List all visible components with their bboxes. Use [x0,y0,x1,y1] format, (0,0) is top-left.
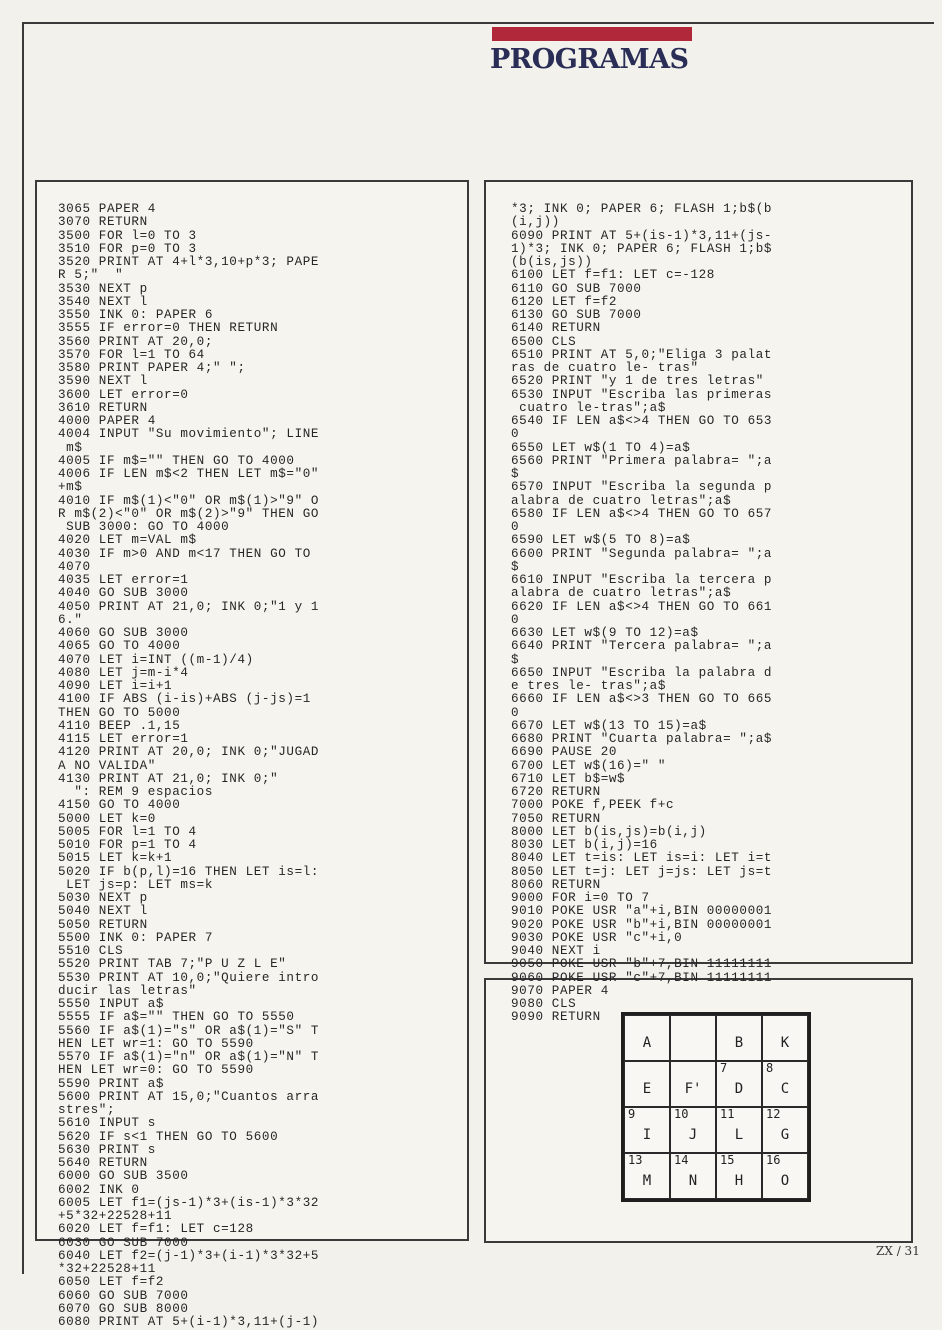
cell-letter: C [780,1081,790,1097]
code-line: 4006 IF LEN m$<2 THEN LET m$="0" [58,467,320,481]
code-line: +5*32+22528+11 [58,1209,173,1223]
code-line: 3540 NEXT l [58,294,148,309]
cell-letter: F' [684,1081,702,1097]
code-line: 4020 LET m=VAL m$ [58,533,197,548]
code-line: cuatro le-tras";a$ [511,400,666,415]
cell-letter: M [642,1173,652,1189]
code-line: 6570 INPUT "Escriba la segunda p [511,480,773,495]
code-line: SUB 3000: GO TO 4000 [58,520,230,534]
code-line: 5015 LET k=k+1 [58,851,173,866]
code-line: 3070 RETURN [58,215,148,230]
cell-number: 13 [628,1153,643,1167]
code-line: 9070 PAPER 4 [511,983,609,998]
code-line: 3520 PRINT AT 4+l*3,10+p*3; PAPE [58,255,320,269]
code-line: 6680 PRINT "Cuarta palabra= ";a$ [511,732,773,746]
cell-number: 14 [674,1153,689,1167]
code-line: 6590 LET w$(5 TO 8)=a$ [511,533,691,548]
code-line: 6002 INK 0 [58,1182,140,1197]
code-line: 5630 PRINT s [58,1142,156,1157]
code-line: 0 [511,427,520,442]
code-line: HEN LET wr=0: GO TO 5590 [58,1063,254,1078]
code-line: 5000 LET k=0 [58,811,156,826]
section-title: PROGRAMAS [490,44,689,75]
code-line: 6600 PRINT "Segunda palabra= ";a [511,546,773,561]
code-line: 6690 PAUSE 20 [511,745,618,760]
code-line: 4120 PRINT AT 20,0; INK 0;"JUGAD [58,745,320,760]
cell-letter: J [688,1127,698,1143]
code-line: 0 [511,705,520,720]
code-line: 5620 IF s<1 THEN GO TO 5600 [58,1129,279,1144]
code-line: ras de cuatro le- tras" [511,361,699,375]
code-line: HEN LET wr=1: GO TO 5590 [58,1036,254,1051]
code-line: 6630 LET w$(9 TO 12)=a$ [511,626,699,640]
code-line: 6510 PRINT AT 5,0;"Eliga 3 palat [511,347,773,362]
code-line: *3; INK 0; PAPER 6; FLASH 1;b$(b [511,202,773,216]
code-listing-left [58,203,319,1329]
code-line: THEN GO TO 5000 [58,705,181,720]
cell-letter: K [780,1035,790,1051]
code-line: 3510 FOR p=0 TO 3 [58,241,197,256]
code-line: 6130 GO SUB 7000 [511,308,642,322]
code-line: 4150 GO TO 4000 [58,798,181,813]
board-cell [670,1107,716,1153]
code-line: $ [511,559,520,574]
code-line: 4115 LET error=1 [58,732,189,746]
cell-letter: L [734,1127,744,1143]
code-line: (b(is,js)) [511,255,593,269]
code-line: 6080 PRINT AT 5+(i-1)*3,11+(j-1) [58,1315,320,1329]
board-cell [716,1015,762,1061]
code-line: 4070 [58,559,91,574]
code-line: 5510 CLS [58,944,124,958]
code-line: 6610 INPUT "Escriba la tercera p [511,573,773,587]
code-line: (i,j)) [511,215,560,230]
cell-number: 15 [720,1153,735,1167]
code-line: 9030 POKE USR "c"+i,0 [511,930,683,945]
code-line: 3560 PRINT AT 20,0; [58,334,213,349]
cell-letter: A [642,1035,652,1051]
code-line: 4035 LET error=1 [58,573,189,587]
code-line: 6660 IF LEN a$<>3 THEN GO TO 665 [511,692,773,707]
code-line: 3500 FOR l=0 TO 3 [58,228,197,243]
code-line: 4000 PAPER 4 [58,414,156,428]
code-line: 6100 LET f=f1: LET c=-128 [511,268,715,283]
cell-number: 9 [628,1107,636,1121]
code-line: 7050 RETURN [511,811,601,826]
cell-number: 11 [720,1107,735,1121]
code-line: +m$ [58,480,83,495]
cell-letter: B [734,1035,744,1051]
code-line: 4004 INPUT "Su movimiento"; LINE [58,427,320,442]
board-cell [716,1107,762,1153]
board-cell [624,1061,670,1107]
cell-letter: O [780,1173,790,1189]
code-line: 6." [58,612,83,627]
code-line: 4010 IF m$(1)<"0" OR m$(1)>"9" O [58,493,320,508]
board-cell [762,1107,808,1153]
code-line: 5010 FOR p=1 TO 4 [58,838,197,852]
code-line: 5570 IF a$(1)="n" OR a$(1)="N" T [58,1050,320,1064]
code-line: 6120 LET f=f2 [511,294,618,309]
code-listing-right [511,203,772,1025]
board-cell [624,1107,670,1153]
cell-letter: N [688,1173,698,1189]
code-line: 6500 CLS [511,334,577,349]
code-line: 9090 RETURN [511,1010,601,1025]
code-line: 5005 FOR l=1 TO 4 [58,824,197,839]
code-line: 5555 IF a$="" THEN GO TO 5550 [58,1010,295,1025]
code-line: 4065 GO TO 4000 [58,639,181,654]
board-cell [716,1061,762,1107]
page-number: ZX / 31 [876,1244,920,1258]
code-line: 6070 GO SUB 8000 [58,1301,189,1316]
code-line: 6140 RETURN [511,321,601,336]
code-line: LET js=p: LET ms=k [58,877,213,892]
header-accent-bar [492,27,692,41]
cell-letter: I [642,1127,652,1143]
board-cell [716,1153,762,1199]
code-line: 9010 POKE USR "a"+i,BIN 00000001 [511,904,773,919]
code-line: 9000 FOR i=0 TO 7 [511,891,650,905]
code-line: 6110 GO SUB 7000 [511,281,642,296]
code-line: 9050 POKE USR "b"+7,BIN 11111111 [511,957,773,972]
cell-letter: H [734,1173,744,1189]
code-line: 0 [511,520,520,534]
code-line: e tres le- tras";a$ [511,679,666,693]
code-line: 3580 PRINT PAPER 4;" "; [58,361,246,375]
board-cell [670,1015,716,1061]
code-line: 3530 NEXT p [58,281,148,296]
code-line: stres"; [58,1103,116,1117]
code-line: 5530 PRINT AT 10,0;"Quiere intro [58,970,320,985]
code-line: $ [511,467,520,481]
board-cell [670,1061,716,1107]
code-line: 4130 PRINT AT 21,0; INK 0;" [58,771,279,786]
code-line: 6040 LET f2=(j-1)*3+(i-1)*3*32+5 [58,1248,320,1263]
code-line: 6620 IF LEN a$<>4 THEN GO TO 661 [511,599,773,614]
code-line: m$ [58,440,83,455]
code-line: 5600 PRINT AT 15,0;"Cuantos arra [58,1089,320,1104]
code-line: 6710 LET b$=w$ [511,771,626,786]
code-line: 5030 NEXT p [58,891,148,905]
code-line: 3590 NEXT l [58,374,148,389]
code-line: 8000 LET b(is,js)=b(i,j) [511,824,707,839]
code-line: 5560 IF a$(1)="s" OR a$(1)="S" T [58,1023,320,1038]
code-line: 6580 IF LEN a$<>4 THEN GO TO 657 [511,506,773,521]
code-line: 6670 LET w$(13 TO 15)=a$ [511,718,707,733]
code-line: 5020 IF b(p,l)=16 THEN LET is=l: [58,864,320,879]
code-line: alabra de cuatro letras";a$ [511,493,732,508]
code-line: R 5;" " [58,268,124,283]
code-line: ": REM 9 espacios [58,785,213,799]
code-line: 4100 IF ABS (i-is)+ABS (j-js)=1 [58,692,311,707]
cell-letter: G [780,1127,790,1143]
code-line: 3555 IF error=0 THEN RETURN [58,321,279,336]
board-cell [624,1015,670,1061]
code-line: 5590 PRINT a$ [58,1076,165,1091]
code-line: 8050 LET t=j: LET j=js: LET js=t [511,864,773,879]
code-line: 8040 LET t=is: LET is=i: LET i=t [511,851,773,866]
board-cell [762,1015,808,1061]
cell-letter: D [734,1081,744,1097]
code-line: 4090 LET i=i+1 [58,679,173,693]
code-line: 6550 LET w$(1 TO 4)=a$ [511,440,691,455]
code-line: 4110 BEEP .1,15 [58,718,181,733]
code-line: ducir las letras" [58,983,197,998]
code-line: *32+22528+11 [58,1262,156,1276]
code-line: 8030 LET b(i,j)=16 [511,838,658,852]
code-line: 5500 INK 0: PAPER 7 [58,930,213,945]
code-line: 5520 PRINT TAB 7;"P U Z L E" [58,957,287,972]
code-line: 4060 GO SUB 3000 [58,626,189,640]
code-line: 6060 GO SUB 7000 [58,1288,189,1303]
code-line: 6640 PRINT "Tercera palabra= ";a [511,639,773,654]
code-line: 6560 PRINT "Primera palabra= ";a [511,453,773,468]
code-line: R m$(2)<"0" OR m$(2)>"9" THEN GO [58,506,320,521]
code-line: 4070 LET i=INT ((m-1)/4) [58,652,254,667]
code-line: 3570 FOR l=1 TO 64 [58,347,205,362]
code-line: 6520 PRINT "y 1 de tres letras" [511,374,764,389]
board-cell [624,1153,670,1199]
code-line: 1)*3; INK 0; PAPER 6; FLASH 1;b$ [511,241,773,256]
code-line: 5640 RETURN [58,1156,148,1170]
cell-number: 10 [674,1107,689,1121]
code-line: 5040 NEXT l [58,904,148,919]
code-line: 6540 IF LEN a$<>4 THEN GO TO 653 [511,414,773,428]
board-cell [762,1061,808,1107]
board-cell [670,1153,716,1199]
code-line: 6020 LET f=f1: LET c=128 [58,1222,254,1237]
code-line: 5550 INPUT a$ [58,997,165,1011]
code-line: A NO VALIDA" [58,758,156,773]
code-line: 4040 GO SUB 3000 [58,586,189,601]
code-line: 4050 PRINT AT 21,0; INK 0;"1 y 1 [58,599,320,614]
code-line: 8060 RETURN [511,877,601,892]
code-line: $ [511,652,520,667]
code-line: 3550 INK 0: PAPER 6 [58,308,213,322]
code-line: 6720 RETURN [511,785,601,799]
cell-number: 7 [720,1061,728,1075]
code-line: 3065 PAPER 4 [58,202,156,216]
cell-number: 12 [766,1107,781,1121]
code-line: 0 [511,612,520,627]
code-line: 6000 GO SUB 3500 [58,1169,189,1184]
code-line: 6005 LET f1=(js-1)*3+(is-1)*3*32 [58,1195,320,1210]
code-line: 9040 NEXT i [511,944,601,958]
code-line: alabra de cuatro letras";a$ [511,586,732,601]
code-line: 5050 RETURN [58,917,148,932]
code-line: 4080 LET j=m-i*4 [58,665,189,680]
code-line: 9020 POKE USR "b"+i,BIN 00000001 [511,917,773,932]
code-line: 6030 GO SUB 7000 [58,1235,189,1250]
code-line: 6530 INPUT "Escriba las primeras [511,387,773,402]
cell-number: 16 [766,1153,781,1167]
code-line: 3610 RETURN [58,400,148,415]
code-line: 7000 POKE f,PEEK f+c [511,798,675,813]
code-line: 3600 LET error=0 [58,387,189,402]
code-line: 6650 INPUT "Escriba la palabra d [511,665,773,680]
cell-number: 8 [766,1061,774,1075]
code-line: 4030 IF m>0 AND m<17 THEN GO TO [58,546,311,561]
board-cell [762,1153,808,1199]
code-line: 5610 INPUT s [58,1116,156,1131]
code-line: 6050 LET f=f2 [58,1275,165,1290]
puzzle-board [621,1012,811,1202]
cell-letter: E [642,1081,652,1097]
code-line: 6700 LET w$(16)=" " [511,758,666,773]
code-line: 9060 POKE USR "c"+7,BIN 11111111 [511,970,773,985]
code-line: 6090 PRINT AT 5+(is-1)*3,11+(js- [511,228,773,243]
code-line: 4005 IF m$="" THEN GO TO 4000 [58,453,295,468]
code-line: 9080 CLS [511,997,577,1011]
